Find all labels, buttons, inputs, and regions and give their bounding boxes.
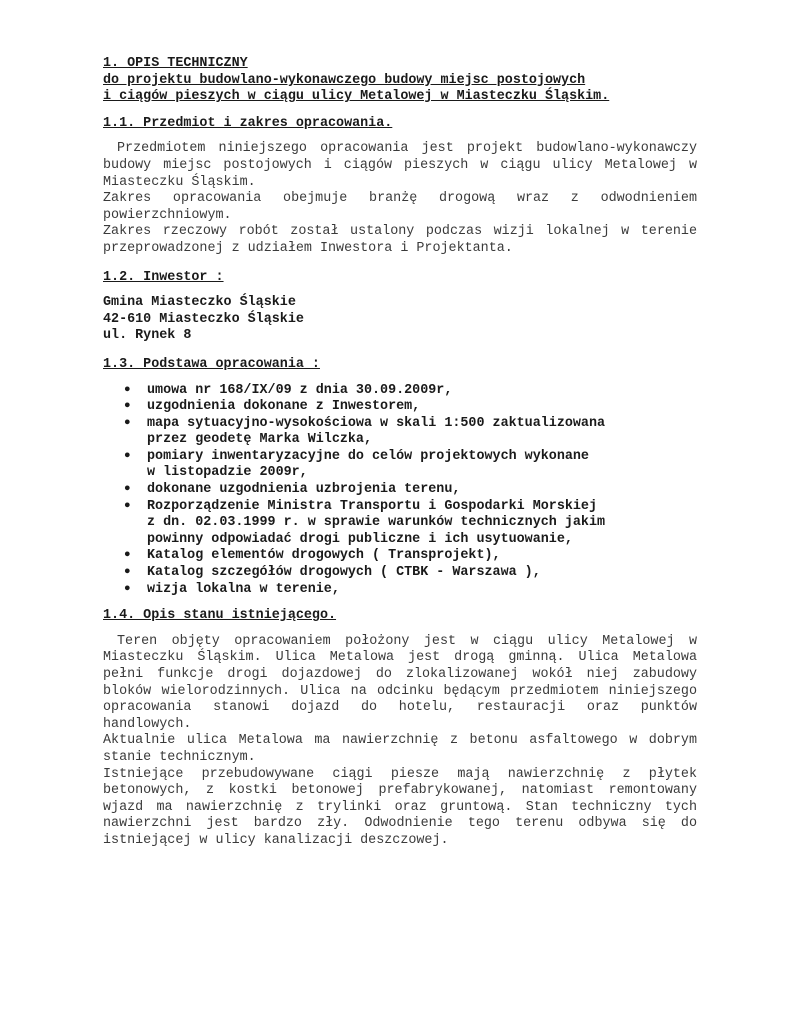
- section-1-4-body: [103, 634, 697, 850]
- bullet-icon: •: [123, 448, 132, 464]
- bullet-icon: •: [123, 581, 132, 597]
- list-item: • dokonane uzgodnienia uzbrojenia terenu,: [123, 482, 461, 498]
- list-item: • mapa sytuacyjno-wysokościowa w skali 1:500 zaktualizowana przez geodetę Marka Wilczka,: [123, 415, 606, 448]
- paragraph-scope: Zakres opracowania obejmuje branżę drogową wraz z odwodnieniem powierzchniowym.: [103, 191, 697, 223]
- bullet-icon: •: [123, 482, 132, 498]
- list-item: • uzgodnienia dokonane z Inwestorem,: [123, 399, 421, 415]
- list-item: • umowa nr 168/IX/09 z dnia 30.09.2009r,: [123, 382, 453, 398]
- paragraph-current-surface: Aktualnie ulica Metalowa ma nawierzchnię z betonu asfaltowego w dobrym stanie technicznym.: [103, 733, 697, 765]
- investor-address: [103, 295, 697, 345]
- paragraph-pedestrian-paths: Istniejące przebudowywane ciągi piesze mają nawierzchnię z płytek betonowych, z kostki betonowej prefabrykowanej, natomiast remontowany wjazd ma nawierzchnię z trylinki oraz gruntową. Stan techniczny tych nawierzchni jest bardzo zły. Odwodnienie tego terenu odbywa się do istniejącej w ulicy kanalizacji deszczowej.: [103, 766, 697, 848]
- bullet-icon: •: [123, 548, 132, 564]
- section-1-1-body: [103, 141, 697, 257]
- investor-name: Gmina Miasteczko Śląskie: [103, 295, 296, 311]
- paragraph-subject: Przedmiotem niniejszego opracowania jest projekt budowlano-wykonawczy budowy miejsc postojowych i ciągów pieszych w ciągu ulicy Metalowej w Miasteczku Śląskim.: [103, 141, 697, 190]
- title-line-2: do projektu budowlano-wykonawczego budowy miejsc postojowych: [103, 72, 586, 88]
- title-line-1: 1. OPIS TECHNICZNY: [103, 56, 248, 71]
- title-line-3: i ciągów pieszych w ciągu ulicy Metalowej w Miasteczku Śląskim.: [103, 89, 610, 105]
- document-title: [103, 56, 697, 106]
- basis-list: [103, 383, 697, 599]
- bullet-icon: •: [123, 382, 132, 398]
- investor-postal: 42-610 Miasteczko Śląskie: [103, 311, 304, 327]
- section-1-4-heading: 1.4. Opis stanu istniejącego.: [103, 608, 337, 624]
- paragraph-material-scope: Zakres rzeczowy robót został ustalony podczas wizji lokalnej w terenie przeprowadzonej z udziałem Inwestora i Projektanta.: [103, 224, 697, 256]
- list-item: • pomiary inwentaryzacyjne do celów projektowych wykonane w listopadzie 2009r,: [123, 448, 589, 481]
- bullet-icon: •: [123, 565, 132, 581]
- section-1-2-heading: 1.2. Inwestor :: [103, 269, 224, 285]
- investor-street: ul. Rynek 8: [103, 328, 192, 344]
- bullet-icon: •: [123, 415, 132, 431]
- document-page: [103, 56, 697, 862]
- list-item: • wizja lokalna w terenie,: [123, 581, 340, 597]
- list-item: • Katalog szczegółów drogowych ( CTBK - Warszawa ),: [123, 565, 541, 581]
- bullet-icon: •: [123, 498, 132, 514]
- list-item: • Katalog elementów drogowych ( Transprojekt),: [123, 548, 501, 564]
- section-1-3-heading: 1.3. Podstawa opracowania :: [103, 356, 320, 372]
- list-item: • Rozporządzenie Ministra Transportu i Gospodarki Morskiej z dn. 02.03.1999 r. w sprawie warunków technicznych jakim powinny odpowiadać drogi publiczne i ich usytuowanie,: [123, 498, 606, 547]
- section-1-1-heading: 1.1. Przedmiot i zakres opracowania.: [103, 115, 393, 131]
- bullet-icon: •: [123, 399, 132, 415]
- paragraph-area-description: Teren objęty opracowaniem położony jest w ciągu ulicy Metalowej w Miasteczku Śląskim. Ulica Metalowa jest drogą gminną. Ulica Metalowa pełni funkcje drogi dojazdowej do zlokalizowanej wokół niej zabudowy bloków wielorodzinnych. Ulica na odcinku będącym przedmiotem niniejszego opracowania stanowi dojazd do hotelu, restauracji oraz punktów handlowych.: [103, 633, 697, 732]
